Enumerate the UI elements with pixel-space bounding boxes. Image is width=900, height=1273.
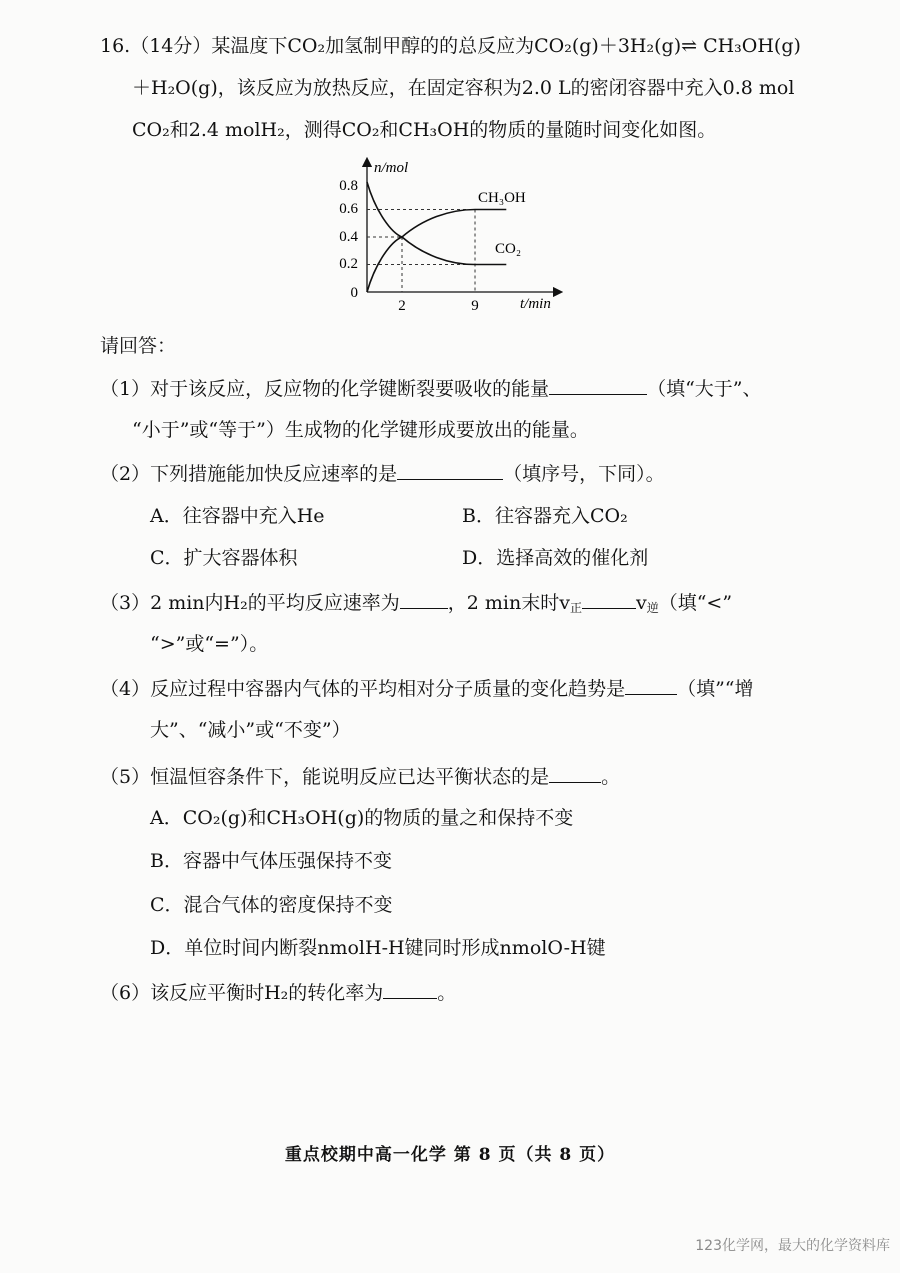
q3-rate-blank[interactable] bbox=[400, 590, 448, 609]
q2-text-a: （2）下列措施能加快反应速率的是 bbox=[100, 463, 398, 485]
q5-answer-blank[interactable] bbox=[549, 764, 601, 783]
q1-text-a: （1）对于该反应，反应物的化学键断裂要吸收的能量 bbox=[100, 378, 550, 400]
q3-line1 bbox=[100, 590, 732, 615]
question-header-line1: 16.（14分）某温度下CO₂加氢制甲醇的的总反应为CO₂(g)＋3H₂(g)⇌ CH₃OH(g) bbox=[100, 35, 801, 57]
q5-option-c: C．混合气体的密度保持不变 bbox=[150, 894, 393, 916]
q5-text-b: 。 bbox=[601, 766, 621, 788]
series-label-co2: CO₂ bbox=[495, 241, 522, 257]
q6-line1 bbox=[100, 980, 456, 1005]
q5-line1 bbox=[100, 764, 620, 789]
q1-line2: “小于”或“等于”）生成物的化学键形成要放出的能量。 bbox=[132, 419, 589, 441]
y-tick-0.4: 0.4 bbox=[339, 229, 358, 245]
y-tick-0.6: 0.6 bbox=[339, 201, 358, 217]
q2-option-d: D．选择高效的催化剂 bbox=[462, 547, 649, 569]
q5-option-d: D．单位时间内断裂nmolH-H键同时形成nmolO-H键 bbox=[150, 937, 606, 959]
q2-text-b: （填序号，下同）。 bbox=[503, 463, 665, 485]
q5-text-a: （5）恒温恒容条件下，能说明反应已达平衡状态的是 bbox=[100, 766, 550, 788]
q1-line1 bbox=[100, 376, 762, 401]
q1-text-b: （填“大于”、 bbox=[647, 378, 762, 400]
q3-sub-reverse: 逆 bbox=[646, 601, 659, 615]
q2-option-a: A．往容器中充入He bbox=[150, 505, 325, 527]
q4-line1 bbox=[100, 676, 754, 701]
site-watermark: 123化学网，最大的化学资料库 bbox=[695, 1238, 890, 1254]
y-tick-0.2: 0.2 bbox=[339, 256, 358, 272]
q6-text-a: （6）该反应平衡时H₂的转化率为 bbox=[100, 982, 384, 1004]
q2-line1 bbox=[100, 461, 665, 486]
series-line-0 bbox=[367, 210, 506, 293]
answer-prompt: 请回答： bbox=[100, 335, 177, 357]
q3-line2: “>”或“=”）。 bbox=[150, 633, 269, 655]
series-label-ch3oh: CH₃OH bbox=[478, 190, 526, 206]
q4-text-a: （4）反应过程中容器内气体的平均相对分子质量的变化趋势是 bbox=[100, 678, 626, 700]
q3-text-c: v bbox=[635, 592, 647, 614]
q3-sub-forward: 正 bbox=[569, 601, 582, 615]
x-axis-label: t/min bbox=[520, 296, 551, 312]
n-t-chart bbox=[330, 150, 580, 320]
y-tick-0.8: 0.8 bbox=[339, 178, 358, 194]
question-header-line3: CO₂和2.4 molH₂，测得CO₂和CH₃OH的物质的量随时间变化如图。 bbox=[132, 119, 717, 141]
q4-text-b: （填”“增 bbox=[677, 678, 754, 700]
q5-option-a: A．CO₂(g)和CH₃OH(g)的物质的量之和保持不变 bbox=[150, 807, 574, 829]
q4-line2: 大”、“减小”或“不变”） bbox=[150, 719, 351, 741]
x-tick-9: 9 bbox=[471, 298, 479, 314]
question-header-line2: ＋H₂O(g)，该反应为放热反应，在固定容积为2.0 L的密闭容器中充入0.8 mol bbox=[132, 77, 795, 99]
y-axis-label: n/mol bbox=[374, 160, 409, 176]
q3-text-d: （填“<” bbox=[658, 592, 733, 614]
q4-answer-blank[interactable] bbox=[625, 676, 677, 695]
q5-option-b: B．容器中气体压强保持不变 bbox=[150, 850, 392, 872]
q3-text-b: ，2 min末时v bbox=[447, 592, 570, 614]
q2-option-c: C．扩大容器体积 bbox=[150, 547, 298, 569]
q2-option-b: B．往容器充入CO₂ bbox=[462, 505, 628, 527]
q6-text-b: 。 bbox=[437, 982, 457, 1004]
q3-text-a: （3）2 min内H₂的平均反应速率为 bbox=[100, 592, 400, 614]
x-tick-2: 2 bbox=[398, 298, 406, 314]
q1-answer-blank[interactable] bbox=[549, 376, 647, 395]
page-footer: 重点校期中高一化学 第 8 页（共 8 页） bbox=[284, 1145, 616, 1165]
q2-answer-blank[interactable] bbox=[397, 461, 503, 480]
q6-answer-blank[interactable] bbox=[383, 980, 437, 999]
q3-compare-blank[interactable] bbox=[582, 590, 636, 609]
y-tick-0: 0 bbox=[350, 285, 358, 301]
